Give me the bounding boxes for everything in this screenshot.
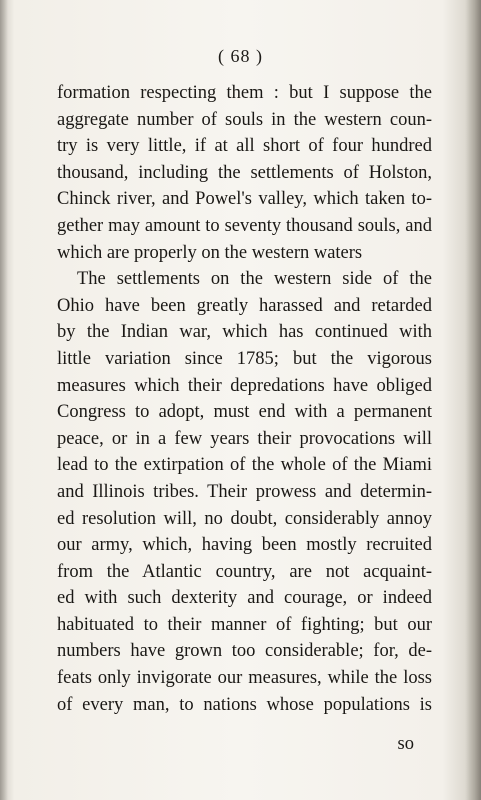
body-text <box>57 80 432 718</box>
text-line: gether may amount to seventy thousand souls, and <box>57 215 432 236</box>
text-line: ed resolution will, no doubt, considerably annoy <box>57 508 432 529</box>
text-line: measures which their depredations have obliged <box>57 375 432 396</box>
text-line: peace, or in a few years their provocations will <box>57 428 432 449</box>
text-line: which are properly on the western waters <box>57 242 363 263</box>
text-line: Chinck river, and Powel's valley, which taken to- <box>57 189 432 210</box>
page-edge-shadow <box>465 0 481 800</box>
text-line: Congress to adopt, must end with a permanent <box>57 402 432 423</box>
text-line: lead to the extirpation of the whole of the Miami <box>57 455 432 476</box>
page-number: ( 68 ) <box>218 46 263 66</box>
text-line: and Illinois tribes. Their prowess and determin- <box>57 481 432 502</box>
text-line: from the Atlantic country, are not acquaint- <box>57 561 432 582</box>
text-line: habituated to their manner of fighting; but our <box>57 614 432 635</box>
text-line: little variation since 1785; but the vigorous <box>57 348 432 369</box>
text-line: formation respecting them : but I suppose the <box>57 83 432 103</box>
text-line: Ohio have been greatly harassed and retarded <box>57 295 432 316</box>
text-line: our army, which, having been mostly recruited <box>57 535 432 556</box>
text-line: try is very little, if at all short of four hundred <box>57 136 432 157</box>
text-line: feats only invigorate our measures, while the loss <box>57 668 432 689</box>
text-line: numbers have grown too considerable; for, de- <box>57 641 432 662</box>
text-line: ed with such dexterity and courage, or indeed <box>57 588 432 609</box>
text-line: The settlements on the western side of the <box>77 269 432 290</box>
text-line: by the Indian war, which has continued with <box>57 322 432 343</box>
text-line: of every man, to nations whose populations is <box>57 694 432 715</box>
page-gutter-shadow <box>0 0 8 800</box>
catchword: so <box>397 734 414 754</box>
text-line: thousand, including the settlements of Holston, <box>57 162 432 183</box>
text-line: aggregate number of souls in the western coun- <box>57 109 432 130</box>
